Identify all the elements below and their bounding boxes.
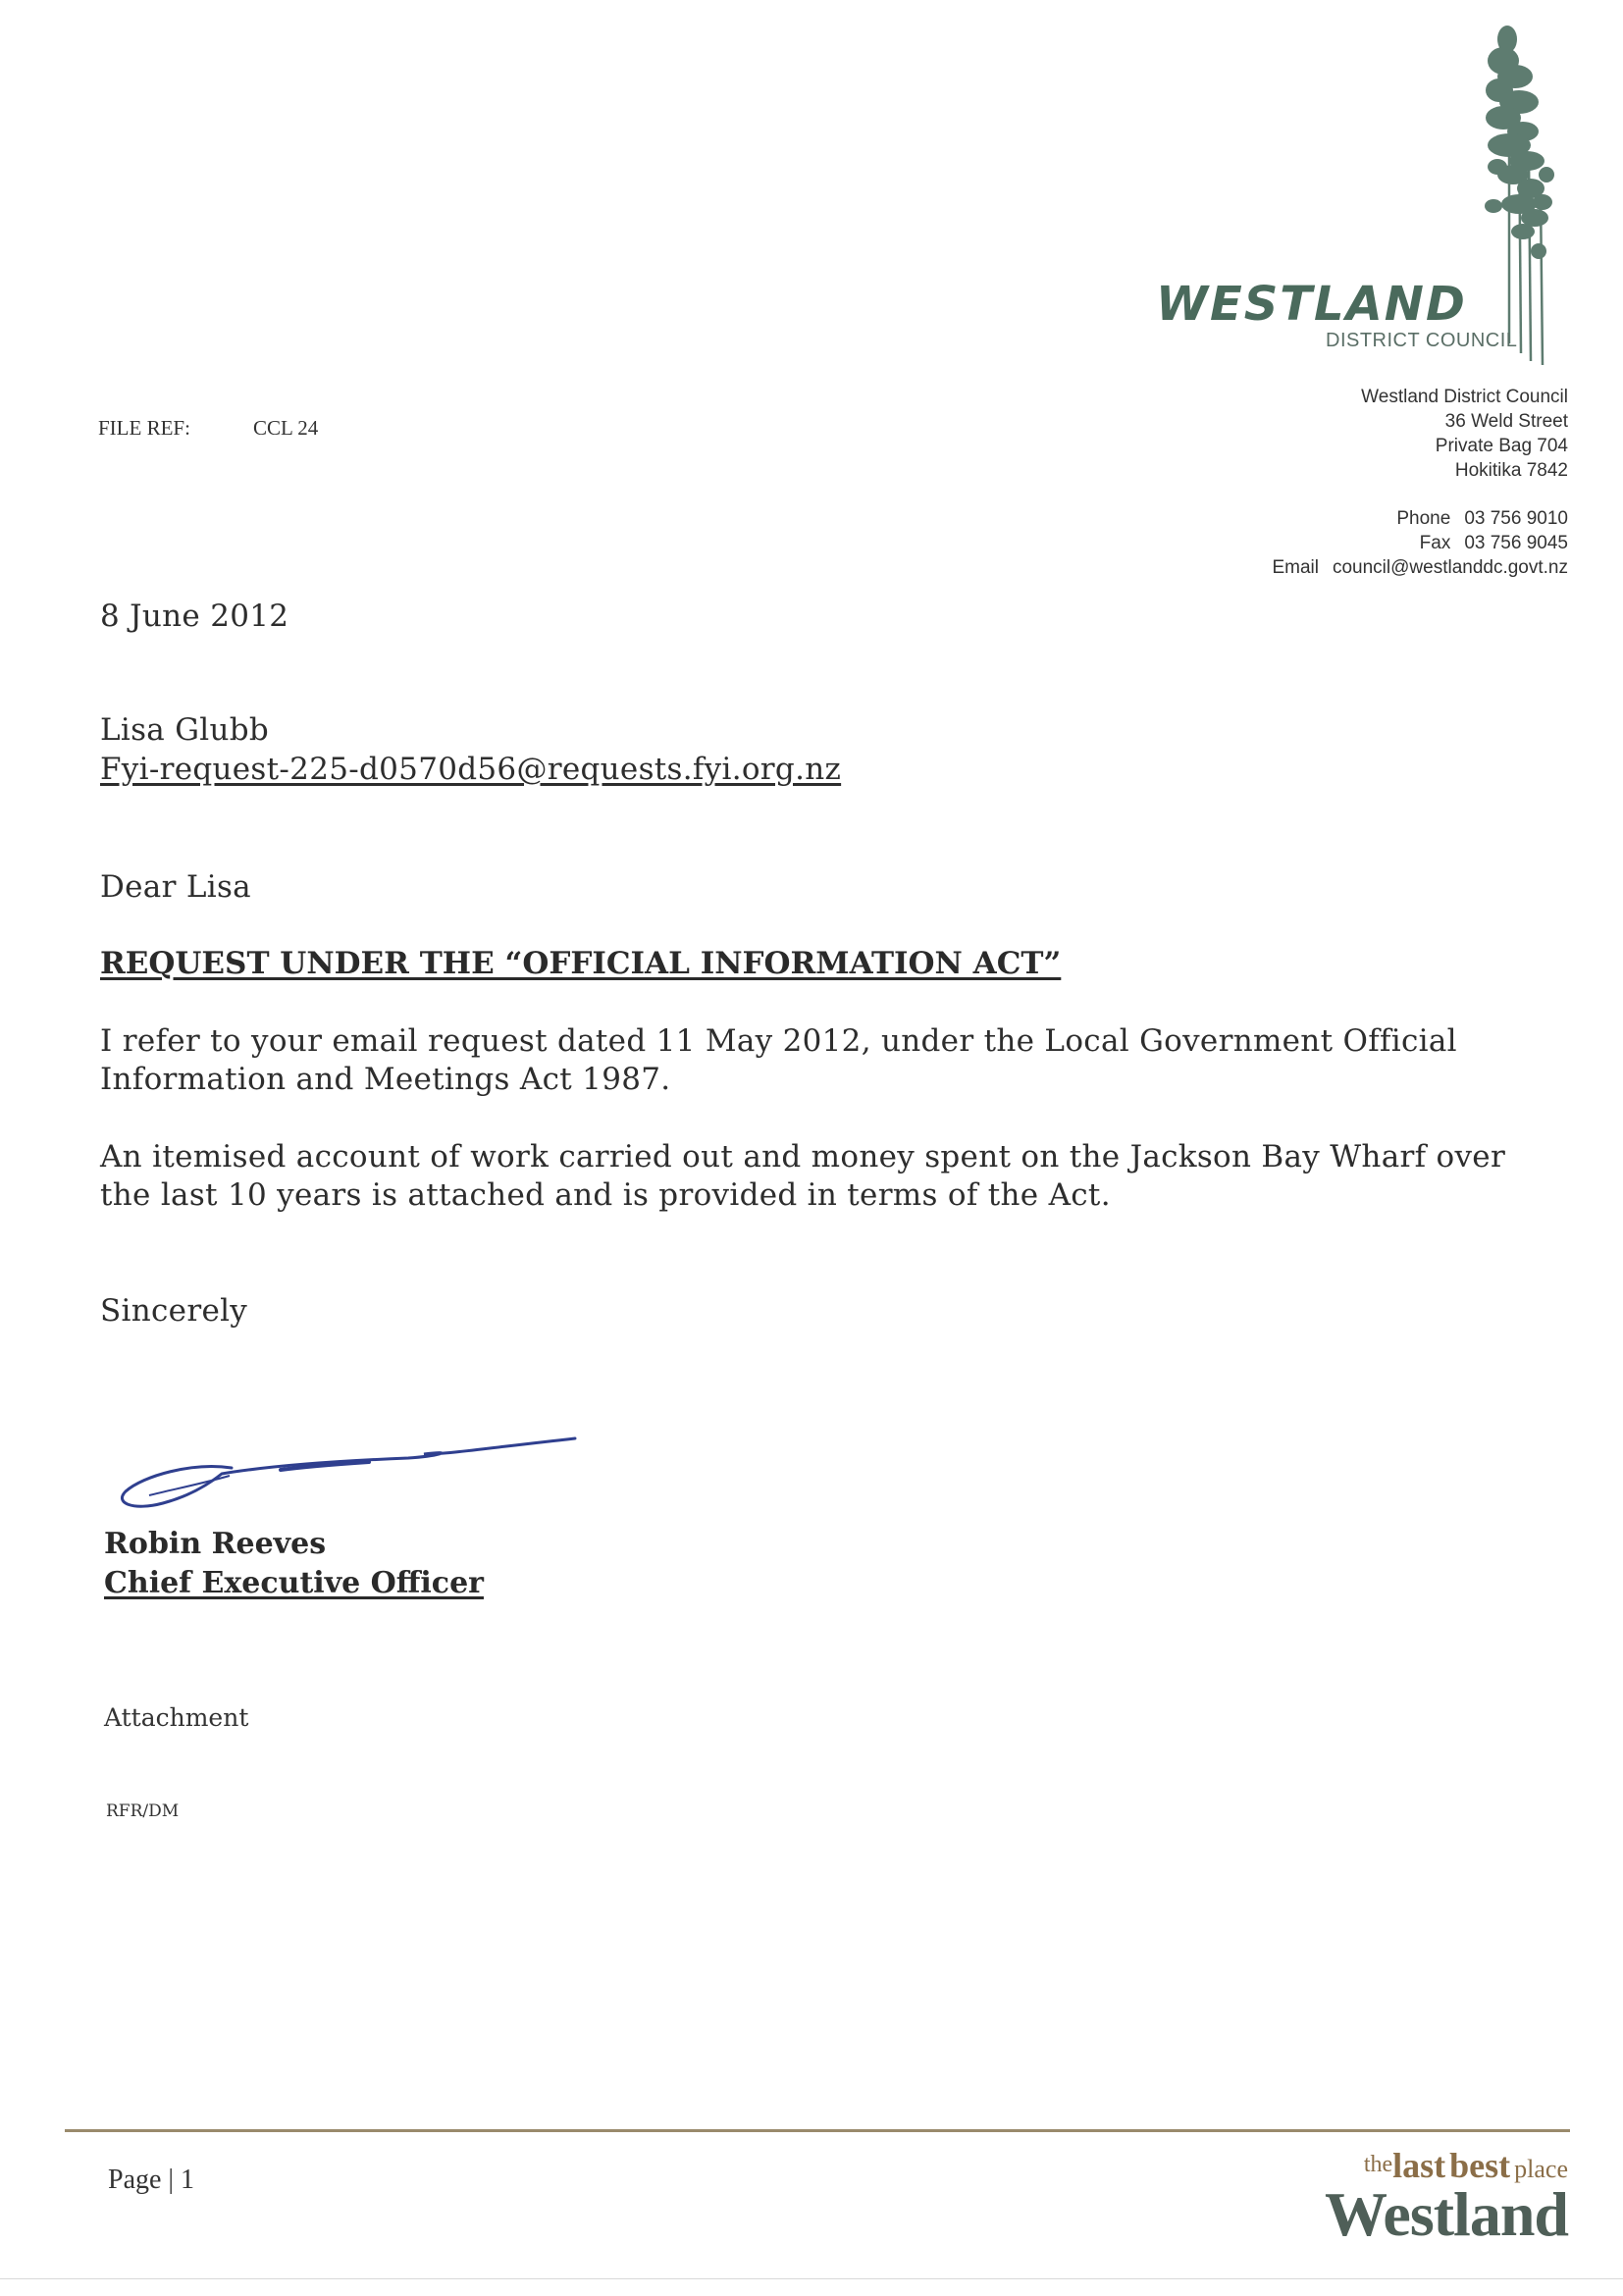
- closing: Sincerely: [100, 1293, 248, 1329]
- recipient-name: Lisa Glubb: [100, 712, 270, 748]
- letter-date: 8 June 2012: [100, 599, 289, 634]
- fax-value: 03 756 9045: [1464, 533, 1568, 553]
- contact-street: 36 Weld Street: [1444, 411, 1568, 432]
- contact-phone-line: [1156, 506, 1568, 531]
- email-value: council@westlanddc.govt.nz: [1332, 557, 1568, 578]
- file-ref-label: FILE REF:: [98, 416, 190, 440]
- tagline-the: the: [1363, 2152, 1393, 2177]
- council-logo: [1138, 20, 1590, 373]
- signer-name: Robin Reeves: [104, 1527, 327, 1561]
- fax-label: Fax: [1419, 533, 1451, 553]
- council-contact-block: [1156, 385, 1568, 580]
- page-bottom-edge: [0, 2278, 1623, 2279]
- contact-city: Hokitika 7842: [1454, 460, 1568, 481]
- footer-brand-wordmark: Westland: [1324, 2179, 1568, 2249]
- attachment-note: Attachment: [104, 1703, 249, 1732]
- footer-divider: [65, 2129, 1570, 2132]
- reference-initials: RFR/DM: [106, 1801, 180, 1821]
- recipient-email-link[interactable]: Fyi-request-225-d0570d56@requests.fyi.org.nz: [100, 752, 842, 787]
- tagline-best: best: [1449, 2146, 1511, 2185]
- contact-fax-line: [1156, 531, 1568, 555]
- phone-value: 03 756 9010: [1464, 508, 1568, 529]
- subject-heading: REQUEST UNDER THE “OFFICIAL INFORMATION ACT”: [100, 946, 1062, 981]
- contact-org: Westland District Council: [1361, 387, 1568, 407]
- salutation: Dear Lisa: [100, 869, 251, 905]
- logo-subtitle: DISTRICT COUNCIL: [1326, 330, 1518, 351]
- phone-label: Phone: [1396, 508, 1451, 529]
- file-ref-value: CCL 24: [253, 416, 319, 440]
- logo-wordmark: WESTLAND: [1156, 277, 1467, 332]
- body-paragraph-1: I refer to your email request dated 11 May 2012, under the Local Government Official Information and Meetings Act 1987.: [100, 1023, 1457, 1097]
- body-paragraph-2: An itemised account of work carried out and money spent on the Jackson Bay Wharf over the last 10 years is attached and is provided in terms of the Act.: [100, 1139, 1506, 1213]
- contact-bag: Private Bag 704: [1435, 436, 1568, 456]
- contact-email-line: [1156, 555, 1568, 580]
- signature-image: [114, 1405, 585, 1523]
- tagline-last: last: [1392, 2146, 1446, 2185]
- email-label: Email: [1272, 557, 1319, 578]
- page-number: Page | 1: [108, 2165, 195, 2195]
- signer-title: Chief Executive Officer: [104, 1566, 484, 1600]
- file-reference: [98, 416, 318, 441]
- tagline-place: place: [1514, 2155, 1568, 2183]
